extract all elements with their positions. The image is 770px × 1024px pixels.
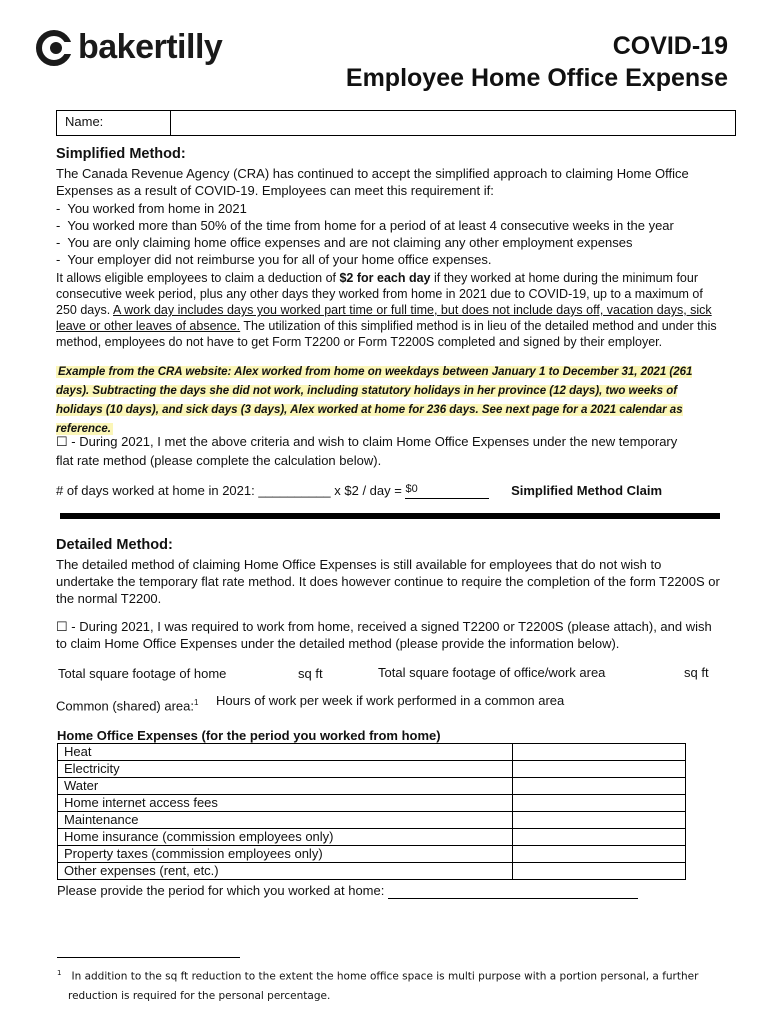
expense-amount[interactable] <box>513 846 686 863</box>
brand-name: bakertilly <box>78 28 223 66</box>
simplified-calculation: # of days worked at home in 2021: __________ x $2 / day = $0 Simplified Method Claim <box>56 483 663 498</box>
expense-label: Water <box>58 778 513 795</box>
expense-amount[interactable] <box>513 829 686 846</box>
expense-label: Property taxes (commission employees only) <box>58 846 513 863</box>
expense-amount[interactable] <box>513 744 686 761</box>
expense-label: Electricity <box>58 761 513 778</box>
table-row <box>58 863 686 880</box>
criteria-list <box>56 200 736 268</box>
section-divider <box>60 513 720 519</box>
table-row <box>58 744 686 761</box>
page-title-line2: Employee Home Office Expense <box>345 64 728 92</box>
expense-label: Other expenses (rent, etc.) <box>58 863 513 880</box>
expenses-table <box>57 743 686 880</box>
detailed-heading: Detailed Method: <box>56 537 173 553</box>
detailed-checkbox-statement: ☐ - During 2021, I was required to work from home, received a signed T2200 or T2200S (please attach), and wish to claim Home Office Expenses under the detailed method (please provide the information below). <box>56 619 712 651</box>
simplified-intro: The Canada Revenue Agency (CRA) has continued to accept the simplified approach to claiming Home Office Expenses as a result of COVID-19. Employees can meet this requirement if: <box>56 166 689 198</box>
eligibility-paragraph: It allows eligible employees to claim a deduction of $2 for each day if they worked at home during the minimum four consecutive week period, plus any other days they worked from home in 2021 due to COVID-19, up to a maximum of 250 days. A work day includes days you worked part time or full time, but does not include days off, vacation days, sick leave or other leaves of absence. The utilization of this simplified method is in lieu of the detailed method and under this method, employees do not have to get Form T2200 or Form T2200S completed and signed by their employer. <box>56 271 717 349</box>
sqft-office-unit: sq ft <box>684 665 709 680</box>
table-row <box>58 795 686 812</box>
name-input[interactable] <box>171 111 735 135</box>
simplified-claim-amount[interactable]: $0 <box>405 481 489 499</box>
expense-label: Home internet access fees <box>58 795 513 812</box>
expenses-heading: Home Office Expenses (for the period you worked from home) <box>57 728 441 743</box>
simplified-checkbox[interactable]: ☐ <box>56 434 68 449</box>
simplified-checkbox-statement: ☐ - During 2021, I met the above criteria and wish to claim Home Office Expenses under the new temporary flat rate method (please complete the calculation below). <box>56 434 678 468</box>
list-item: - You are only claiming home office expenses and are not claiming any other employment expenses <box>56 235 633 250</box>
name-field <box>56 110 736 136</box>
table-row <box>58 829 686 846</box>
expense-amount[interactable] <box>513 795 686 812</box>
expense-amount[interactable] <box>513 778 686 795</box>
simplified-claim-label: Simplified Method Claim <box>511 483 663 498</box>
expense-label: Home insurance (commission employees only) <box>58 829 513 846</box>
bakertilly-logo-icon <box>36 30 72 66</box>
cra-example: Example from the CRA website: Alex worked from home on weekdays between January 1 to December 31, 2021 (261 days). Subtracting the days she did not work, including statutory holidays in her province (12 days), two weeks of holidays (10 days), and sick days (3 days), Alex worked at home for 236 days. See next page for a 2021 calendar as reference. <box>56 366 693 435</box>
hours-label: Hours of work per week if work performed in a common area <box>216 693 565 708</box>
expense-label: Heat <box>58 744 513 761</box>
page-title-line1: COVID-19 <box>612 32 728 60</box>
footnote: $^1$ In addition to the sq ft reduction to the extent the home office space is multi purpose with a portion personal, a further reduction is required for the personal percentage. <box>57 969 699 1002</box>
logo <box>36 28 222 67</box>
period-input[interactable] <box>388 884 638 899</box>
sqft-home-label: Total square footage of home <box>58 666 227 681</box>
period-row <box>57 882 638 899</box>
list-item: - Your employer did not reimburse you for all of your home office expenses. <box>56 252 492 267</box>
expense-amount[interactable] <box>513 812 686 829</box>
expense-amount[interactable] <box>513 761 686 778</box>
detailed-intro: The detailed method of claiming Home Office Expenses is still available for employees that do not wish to undertake the temporary flat rate method. It does however continue to require the completion of the form T2200S or the normal T2200. <box>56 557 720 606</box>
table-row <box>58 812 686 829</box>
footnote-divider <box>57 957 240 958</box>
period-label: Please provide the period for which you worked at home: <box>57 883 388 898</box>
detailed-checkbox[interactable]: ☐ <box>56 619 68 634</box>
name-label: Name: <box>57 111 171 135</box>
table-row <box>58 846 686 863</box>
expense-label: Maintenance <box>58 812 513 829</box>
list-item: - You worked more than 50% of the time from home for a period of at least 4 consecutive weeks in the year <box>56 218 674 233</box>
sqft-office-label: Total square footage of office/work area <box>378 665 606 680</box>
common-area-label: Common (shared) area:$^1$ <box>56 698 199 714</box>
sqft-home-unit: sq ft <box>298 666 323 681</box>
table-row <box>58 761 686 778</box>
simplified-heading: Simplified Method: <box>56 146 186 162</box>
expense-amount[interactable] <box>513 863 686 880</box>
list-item: - You worked from home in 2021 <box>56 201 247 216</box>
table-row <box>58 778 686 795</box>
